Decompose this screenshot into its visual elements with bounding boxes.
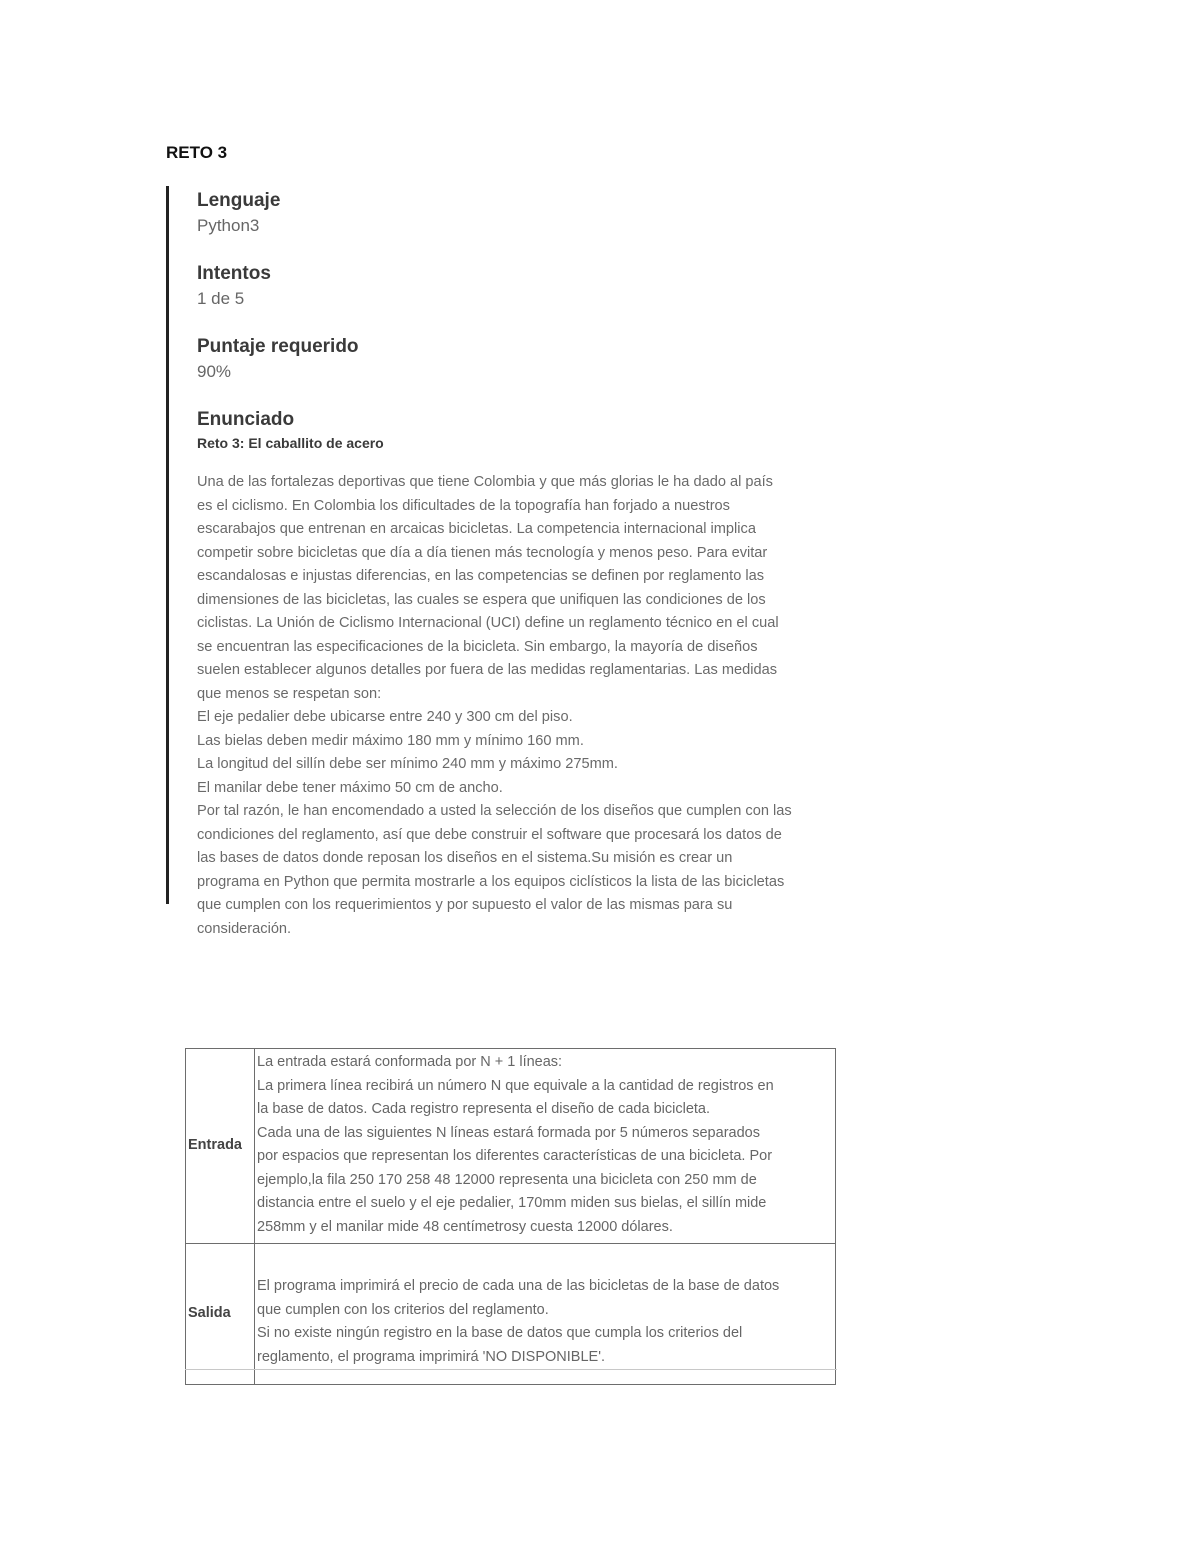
output-line: El programa imprimirá el precio de cada una de las bicicletas de la base de datos bbox=[257, 1278, 780, 1294]
statement-line: es el ciclismo. En Colombia los dificultades de la topografía han forjado a nuestros bbox=[197, 497, 730, 514]
language-block bbox=[197, 188, 852, 238]
statement-line: escarabajos que entrenan en arcaicas bicicletas. La competencia internacional implica bbox=[197, 521, 756, 537]
score-block bbox=[197, 334, 852, 384]
output-line: Si no existe ningún registro en la base de datos que cumpla los criterios del bbox=[257, 1325, 743, 1341]
statement-line: competir sobre bicicletas que día a día tienen más tecnología y menos peso. Para evitar bbox=[197, 544, 768, 561]
input-line: Cada una de las siguientes N líneas estará formada por 5 números separados bbox=[257, 1124, 760, 1141]
rule-line: El manilar debe tener máximo 50 cm de ancho. bbox=[197, 779, 503, 796]
input-line: La primera línea recibirá un número N que equivale a la cantidad de registros en bbox=[257, 1077, 774, 1094]
input-row bbox=[186, 1049, 836, 1244]
rule-line: Las bielas deben medir máximo 180 mm y mínimo 160 mm. bbox=[197, 732, 584, 749]
statement-text bbox=[197, 471, 852, 941]
input-description bbox=[255, 1049, 836, 1244]
page-title: RETO 3 bbox=[166, 143, 228, 162]
section-left-rule bbox=[166, 186, 169, 904]
rule-line: El eje pedalier debe ubicarse entre 240 y 300 cm del piso. bbox=[197, 709, 573, 725]
score-label: Puntaje requerido bbox=[197, 336, 359, 357]
output-line: reglamento, el programa imprimirá 'NO DISPONIBLE'. bbox=[257, 1348, 606, 1365]
statement-block bbox=[197, 407, 852, 941]
score-value: 90% bbox=[197, 362, 232, 381]
output-header: Salida bbox=[186, 1244, 255, 1385]
output-row bbox=[186, 1244, 836, 1385]
bottom-divider bbox=[185, 1369, 837, 1370]
input-line: la base de datos. Cada registro representa el diseño de cada bicicleta. bbox=[257, 1101, 711, 1117]
statement-line: consideración. bbox=[197, 920, 292, 937]
input-line: distancia entre el suelo y el eje pedalier, 170mm miden sus bielas, el sillín mide bbox=[257, 1195, 767, 1211]
statement-line: se encuentran las especificaciones de la bicicleta. Sin embargo, la mayoría de diseños bbox=[197, 638, 758, 655]
challenge-details bbox=[197, 188, 852, 941]
statement-subtitle: Reto 3: El caballito de acero bbox=[197, 435, 384, 451]
statement-line: condiciones del reglamento, así que debe construir el software que procesará los datos de bbox=[197, 826, 782, 843]
attempts-value: 1 de 5 bbox=[197, 289, 245, 308]
statement-line: programa en Python que permita mostrarle a los equipos ciclísticos la lista de las bicicletas bbox=[197, 873, 785, 890]
output-line: que cumplen con los criterios del reglamento. bbox=[257, 1301, 549, 1318]
language-label: Lenguaje bbox=[197, 190, 281, 211]
statement-line: escandalosas e injustas diferencias, en las competencias se definen por reglamento las bbox=[197, 568, 765, 584]
statement-line: Una de las fortalezas deportivas que tiene Colombia y que más glorias le ha dado al país bbox=[197, 474, 773, 490]
statement-line: Por tal razón, le han encomendado a usted la selección de los diseños que cumplen con las bbox=[197, 803, 792, 819]
statement-line: ciclistas. La Unión de Ciclismo Internacional (UCI) define un reglamento técnico en el cual bbox=[197, 615, 779, 631]
statement-line: que menos se respetan son: bbox=[197, 685, 382, 702]
language-value: Python3 bbox=[197, 216, 260, 235]
input-line: ejemplo,la fila 250 170 258 48 12000 representa una bicicleta con 250 mm de bbox=[257, 1171, 757, 1188]
attempts-label: Intentos bbox=[197, 263, 271, 284]
output-description bbox=[255, 1244, 836, 1385]
attempts-block bbox=[197, 261, 852, 311]
statement-line: dimensiones de las bicicletas, las cuales se espera que unifiquen las condiciones de los bbox=[197, 591, 766, 608]
statement-label: Enunciado bbox=[197, 409, 295, 430]
input-line: 258mm y el manilar mide 48 centímetrosy cuesta 12000 dólares. bbox=[257, 1218, 673, 1235]
rule-line: La longitud del sillín debe ser mínimo 240 mm y máximo 275mm. bbox=[197, 756, 618, 772]
input-header: Entrada bbox=[186, 1049, 255, 1244]
statement-line: que cumplen con los requerimientos y por supuesto el valor de las mismas para su bbox=[197, 897, 733, 913]
input-line: La entrada estará conformada por N + 1 líneas: bbox=[257, 1054, 563, 1070]
statement-line: las bases de datos donde reposan los diseños en el sistema.Su misión es crear un bbox=[197, 850, 733, 866]
io-table bbox=[185, 1048, 836, 1385]
statement-line: suelen establecer algunos detalles por fuera de las medidas reglamentarias. Las medidas bbox=[197, 662, 778, 678]
input-line: por espacios que representan los diferentes características de una bicicleta. Por bbox=[257, 1148, 773, 1164]
